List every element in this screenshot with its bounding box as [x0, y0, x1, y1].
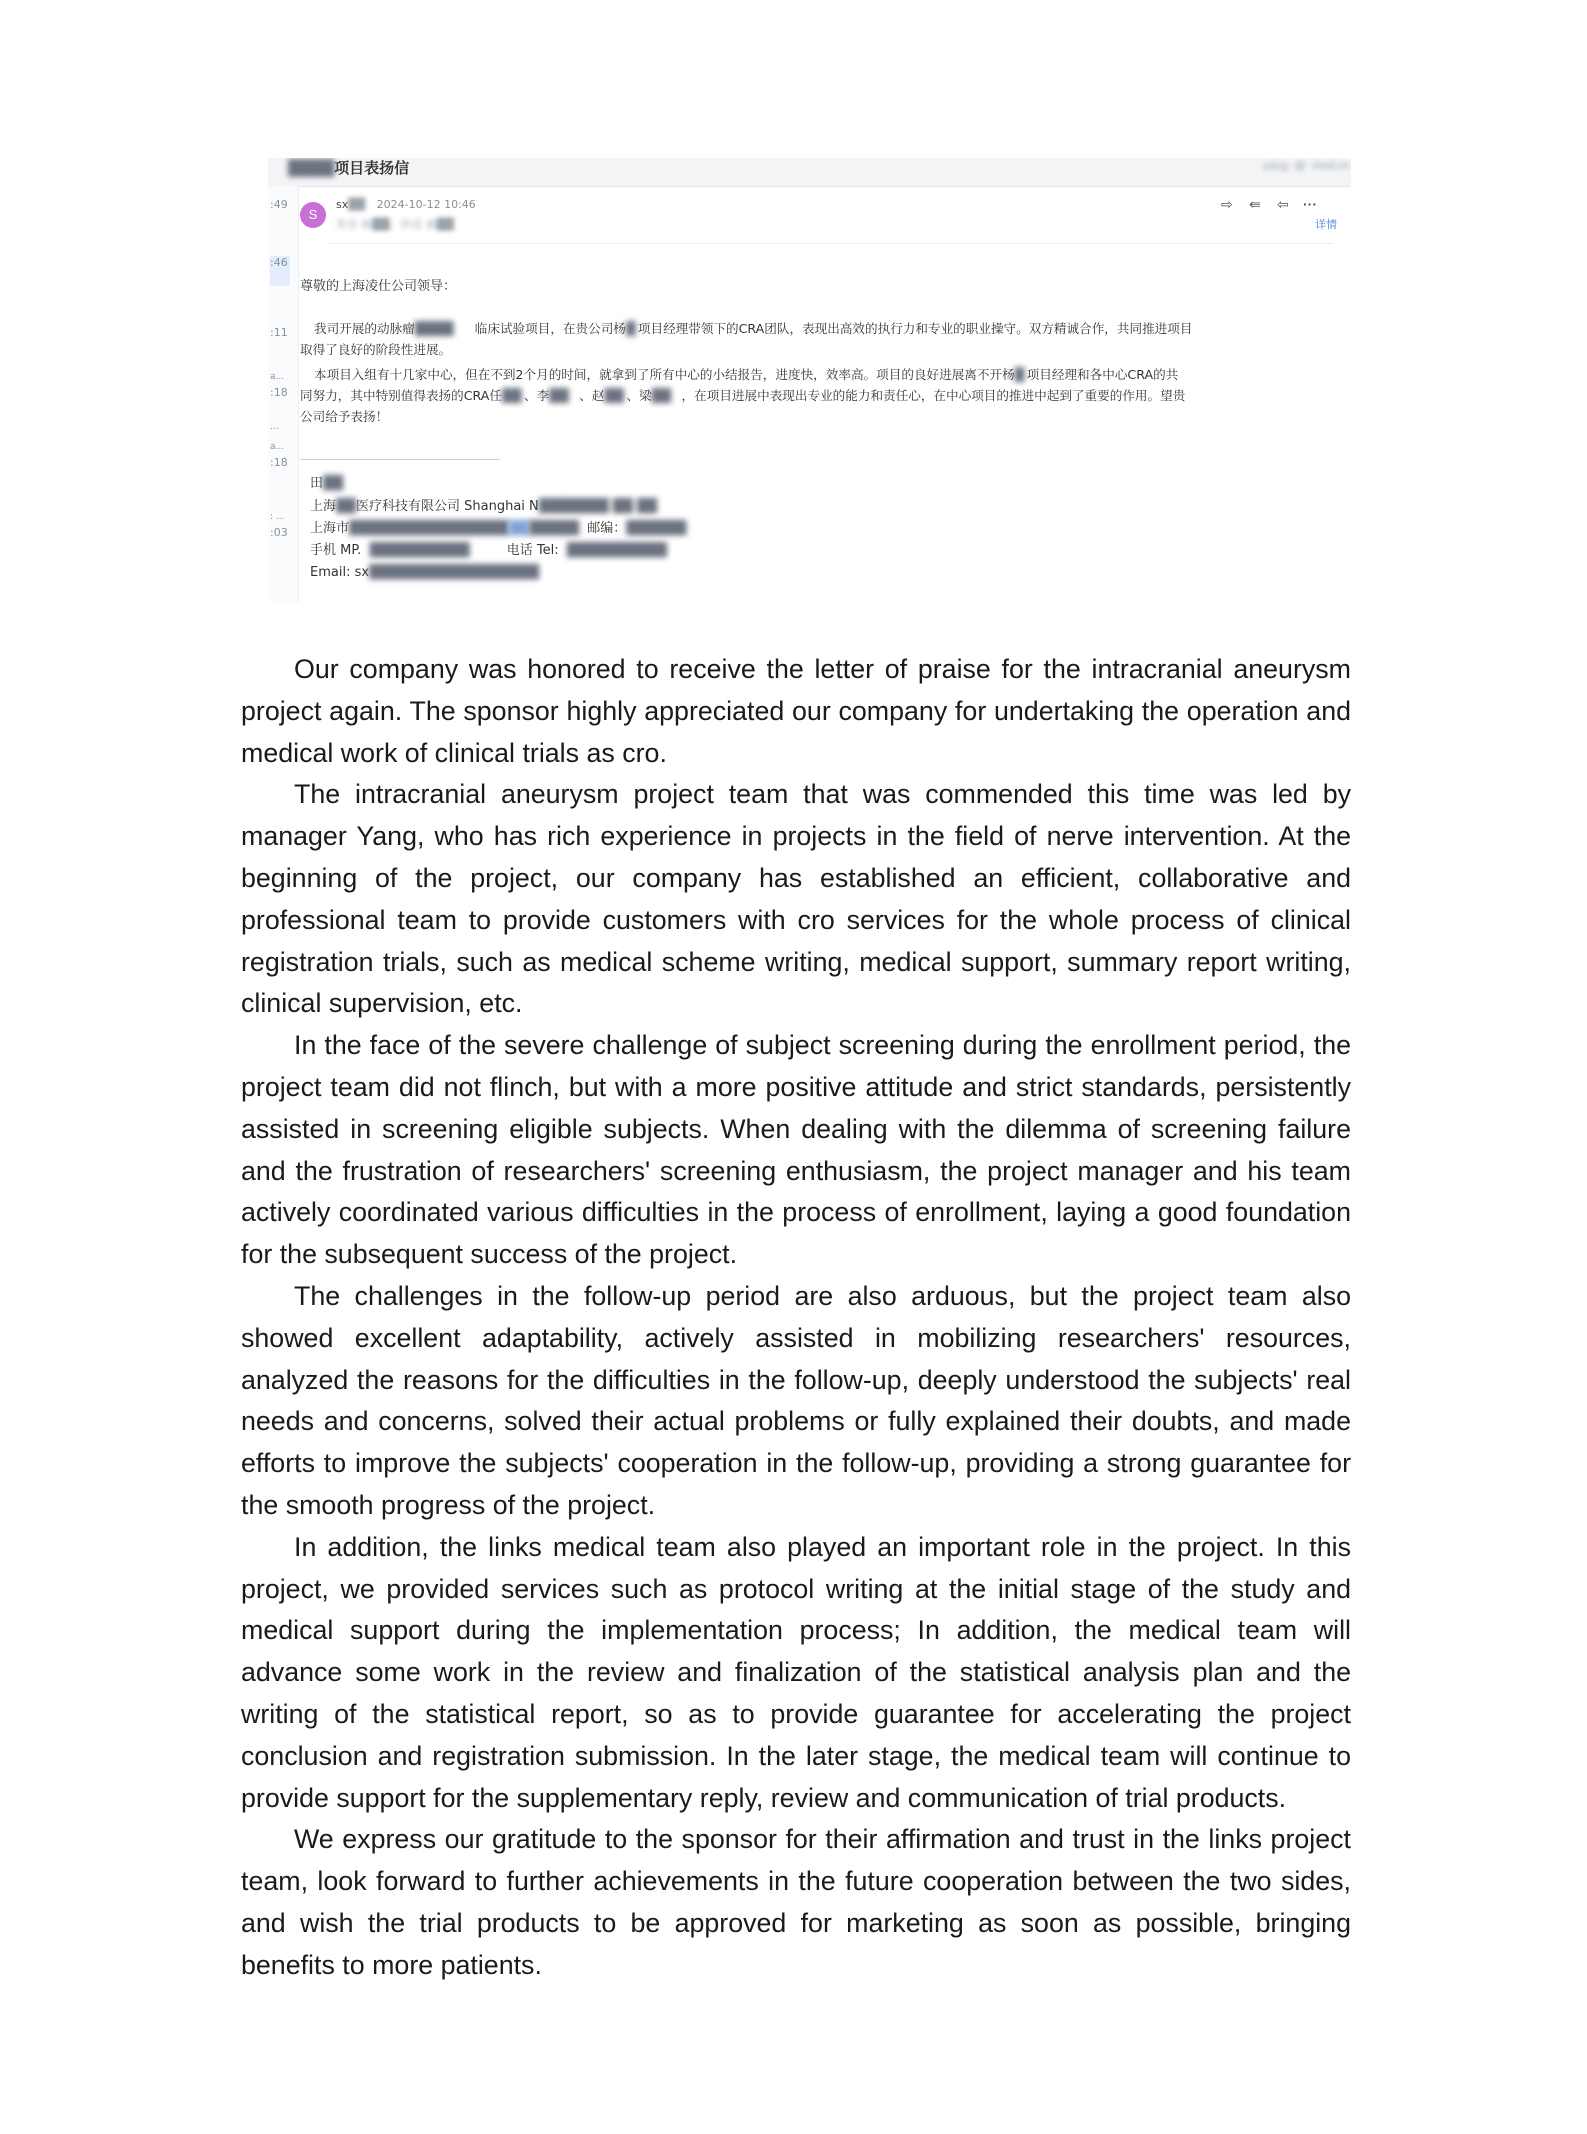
signature-divider: [300, 459, 500, 460]
email-para2-line3: 公司给予表扬！: [300, 409, 389, 424]
recipient-address-redacted: yang··@··med.cn: [1263, 160, 1349, 172]
reply-all-icon[interactable]: ⇚: [1249, 196, 1261, 212]
recipients-line: 发至 杨██；抄送 郝██: [336, 218, 454, 231]
email-para1-line1: 我司开展的动脉瘤████ 临床试验项目，在贵公司杨█ 项目经理带领下的CRA团队，表现出高效的执行力和专业的职业操守。双方精诚合作，共同推进项目: [314, 321, 1193, 336]
email-subject: [288, 158, 409, 178]
reply-icon[interactable]: ⇦: [1277, 196, 1289, 212]
details-link[interactable]: 详情: [1315, 218, 1337, 231]
forward-icon[interactable]: ⇨: [1221, 196, 1233, 212]
email-para2-line1: 本项目入组有十几家中心，但在不到2个月的时间，就拿到了所有中心的小结报告，进度快，效率高。项目的良好进展离不开杨█ 项目经理和各中心CRA的共: [314, 367, 1179, 382]
list-mark: ...: [270, 422, 279, 432]
paragraph-1: Our company was honored to receive the letter of praise for the intracranial aneurysm project again. The sponsor highly appreciated our company for undertaking the operation and medical work of clinical trials as cro.: [241, 654, 1351, 768]
list-timestamp: :46: [270, 256, 288, 269]
email-greeting: 尊敬的上海凌仕公司领导：: [300, 279, 457, 294]
list-timestamp: :11: [270, 326, 288, 339]
subject-text: 项目表扬信: [334, 159, 410, 177]
email-actions: [1221, 196, 1341, 216]
sender-avatar: S: [300, 202, 326, 228]
subject-redacted: ████: [288, 159, 335, 177]
more-icon[interactable]: ···: [1303, 196, 1317, 212]
signature-company: 上海██医疗科技有限公司 Shanghai N███████ ██ ██: [310, 499, 658, 514]
list-timestamp: :18: [270, 456, 288, 469]
sender-line: [336, 198, 476, 211]
list-mark: : ...: [270, 512, 285, 522]
list-timestamp: :49: [270, 198, 288, 211]
sender-redacted: ██: [348, 198, 366, 211]
article-body: [241, 649, 1351, 1987]
paragraph-4: The challenges in the follow-up period are also arduous, but the project team also showed excellent adaptability, actively assisted in mobilizing researchers' resources, analyzed the reasons for the difficulties in the follow-up, deeply understood the subjects' real needs and concerns, solved their actual problems or fully explained their doubts, and made efforts to improve the subjects' cooperation in the follow-up, providing a strong guarantee for the smooth progress of the project.: [241, 1280, 1351, 1520]
paragraph-2: The intracranial aneurysm project team that was commended this time was led by manager Yang, who has rich experience in projects in the field of nerve intervention. At the beginning of the project, our company has established an efficient, collaborative and professional team to provide customers with cro services for the whole process of clinical registration trials, such as medical scheme writing, medical support, summary report writing, clinical supervision, etc.: [241, 779, 1351, 1019]
message-list-strip: [268, 186, 299, 602]
paragraph-3: In the face of the severe challenge of subject screening during the enrollment period, the project team did not flinch, but with a more positive attitude and strict standards, persistently assisted in screening eligible subjects. When dealing with the dilemma of screening failure and the frustration of researchers' screening enthusiasm, the project manager and his team actively coordinated various difficulties in the process of enrollment, laying a good foundation for the subsequent success of the project.: [241, 1030, 1351, 1270]
signature-email: Email: sx█████████████████: [310, 565, 540, 580]
email-para1-line2: 取得了良好的阶段性进展。: [300, 342, 452, 357]
signature-address: 上海市███████████████████████ 邮编：██████: [310, 521, 687, 536]
list-timestamp: :03: [270, 526, 288, 539]
email-date: 2024-10-12 10:46: [376, 198, 476, 211]
list-mark: a...: [270, 372, 285, 382]
list-timestamp: :18: [270, 386, 288, 399]
email-subject-bar: [268, 158, 1351, 187]
paragraph-5: In addition, the links medical team also played an important role in the project. In this project, we provided services such as protocol writing at the initial stage of the study and medical support during the implementation process; In addition, the medical team will advance some work in the review and finalization of the statistical analysis plan and the writing of the statistical report, so as to provide guarantee for accelerating the project conclusion and registration submission. In the later stage, the medical team will continue to provide support for the supplementary reply, review and communication of trial products.: [241, 1531, 1351, 1813]
signature-name: 田██: [310, 476, 344, 491]
email-para2-line2: 同努力，其中特别值得表扬的CRA任██ 、李██ 、赵██ 、梁██ ，在项目进展中表现出专业的能力和责任心，在中心项目的推进中起到了重要的作用。望贵: [300, 388, 1186, 403]
sender-name: sx: [336, 198, 349, 211]
email-screenshot: [268, 158, 1351, 602]
header-divider: [328, 243, 1333, 244]
list-mark: a...: [270, 442, 285, 452]
paragraph-6: We express our gratitude to the sponsor for their affirmation and trust in the links project team, look forward to further achievements in the future cooperation between the two sides, and wish the trial products to be approved for marketing as soon as possible, bringing benefits to more patients.: [241, 1824, 1351, 1980]
signature-phones: 手机 MP. ██████████ 电话 Tel: ██████████: [310, 543, 667, 558]
